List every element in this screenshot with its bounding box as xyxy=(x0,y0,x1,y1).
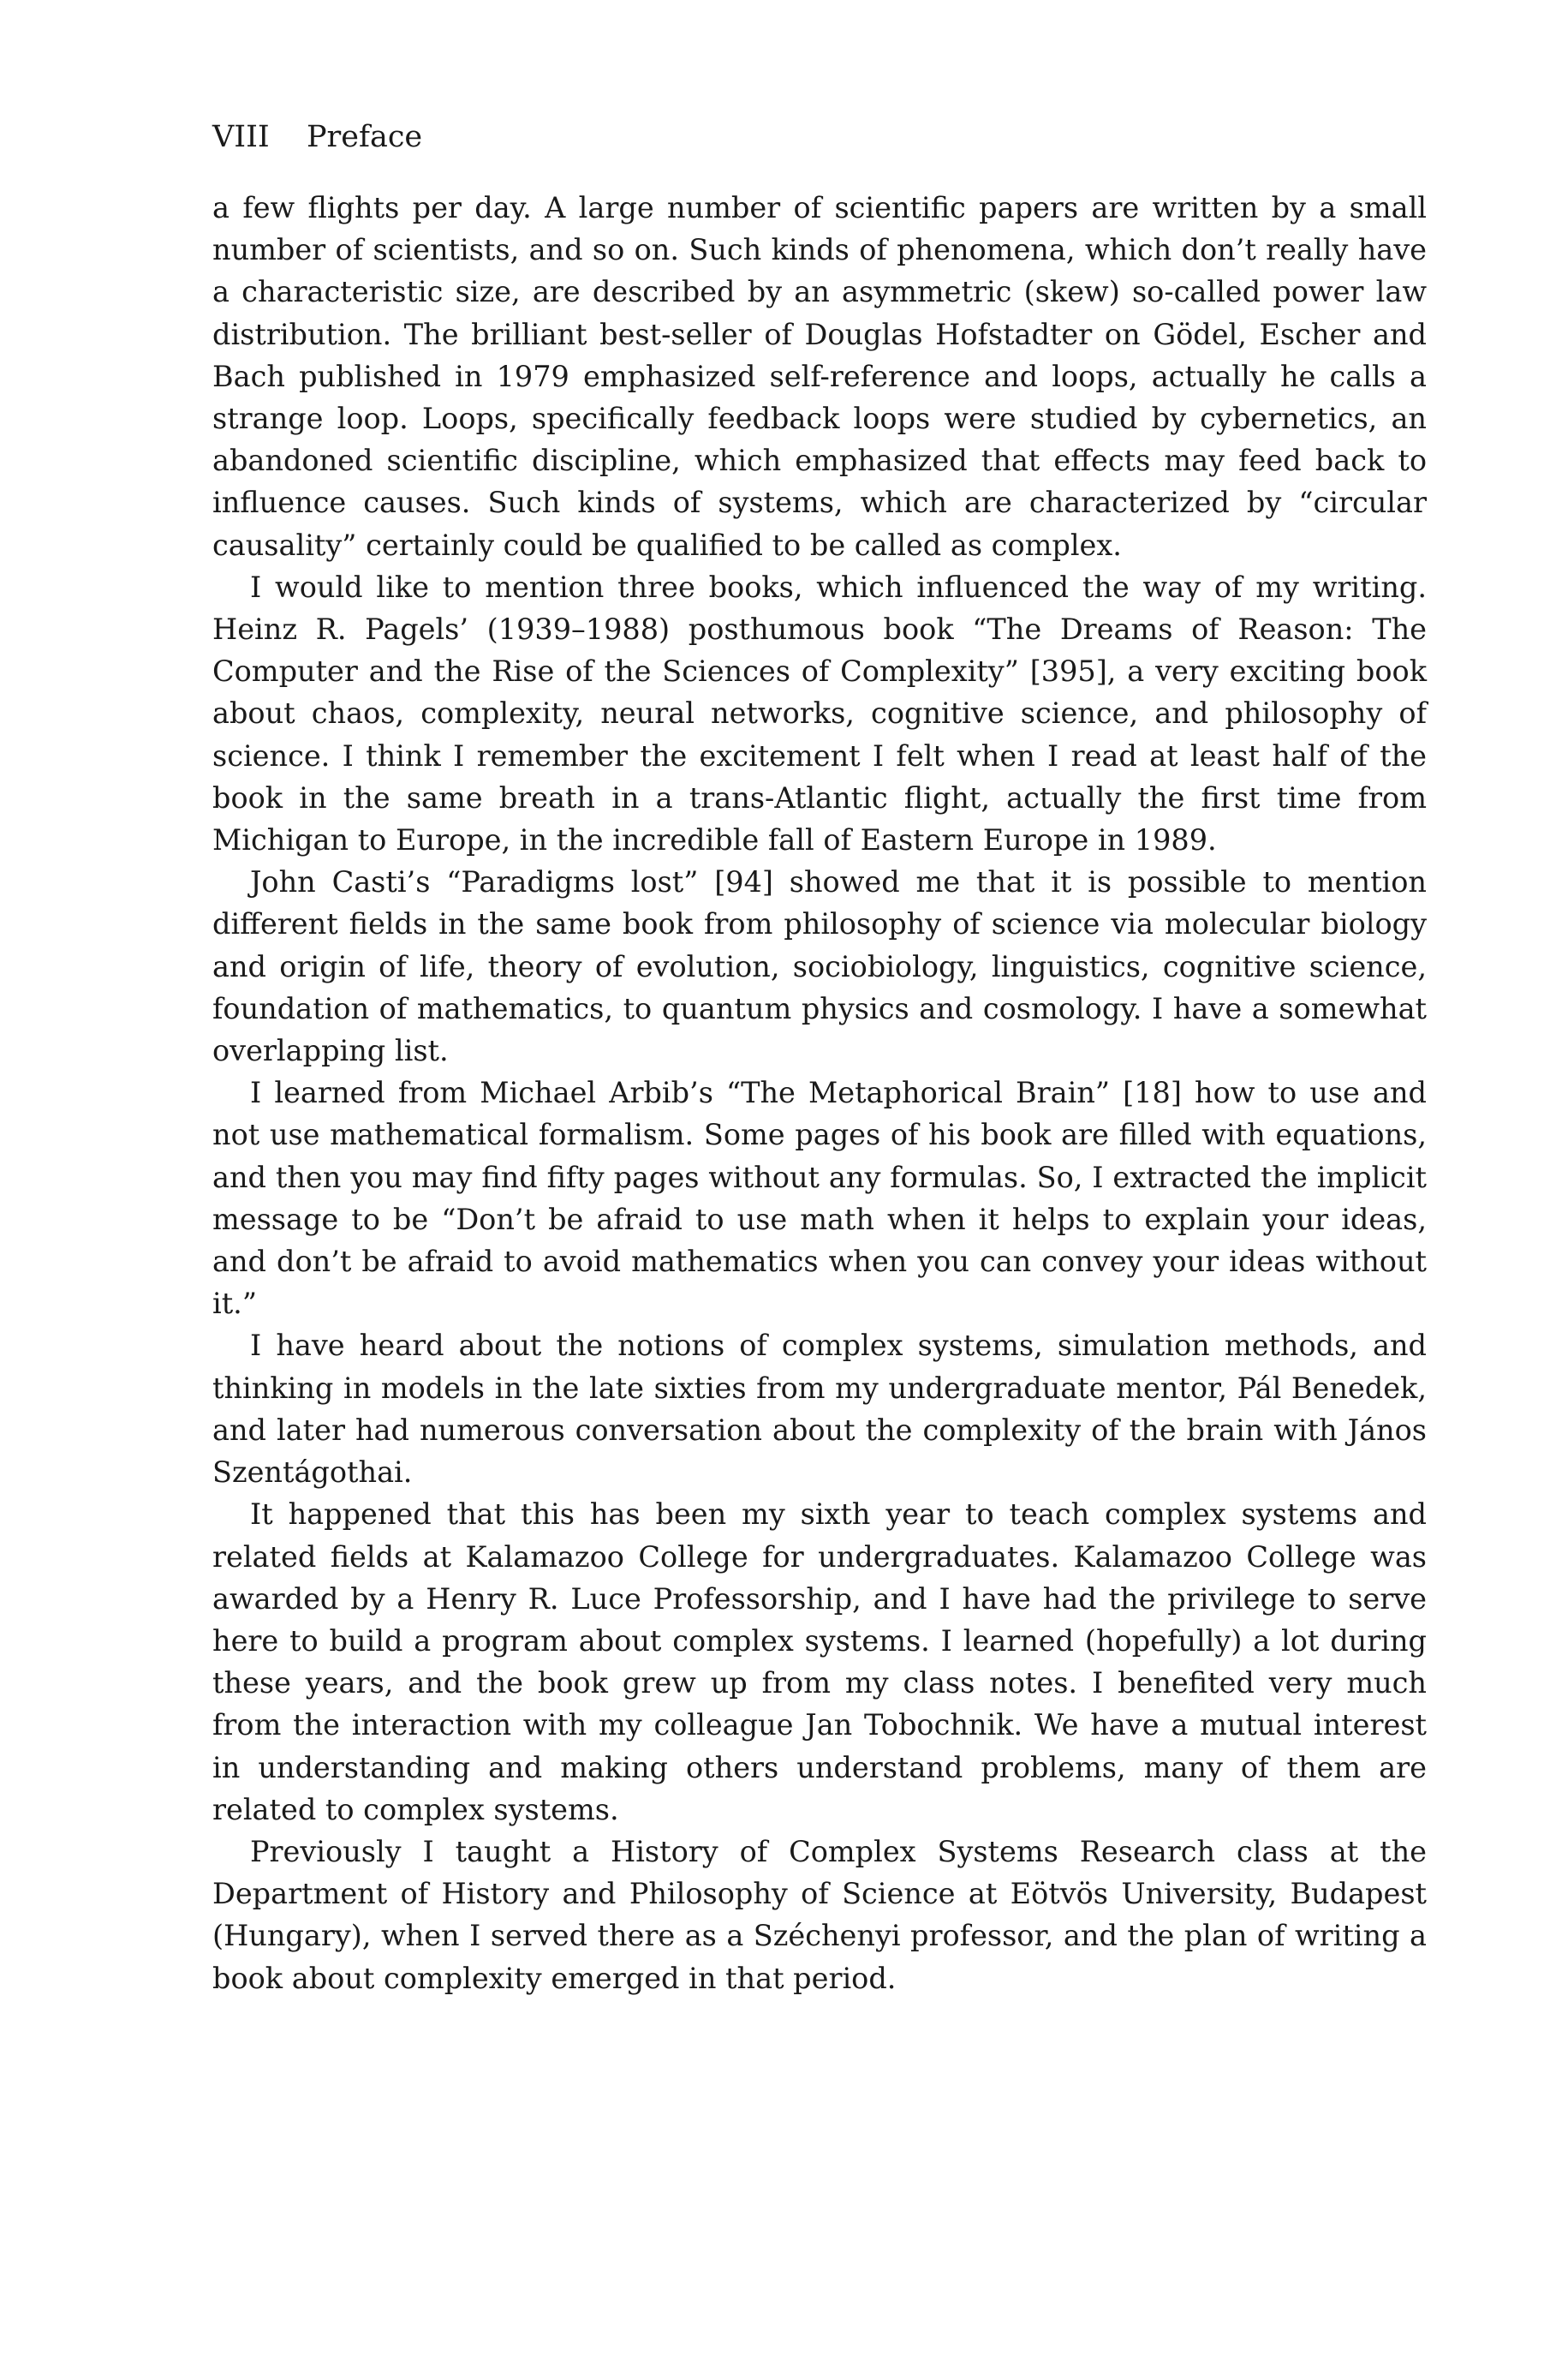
paragraph-budapest: Previously I taught a History of Complex Systems Research class at the Department of History and Philosophy of Science at Eötvös University, Budapest (Hungary), when I served there as a Széchenyi professor, and the plan of writing a book about complexity emerged in that period. xyxy=(212,1834,1427,1995)
paragraph-three-books: I would like to mention three books, which influenced the way of my writing. Heinz R. Pagels’ (1939–1988) posthumous book “The Dreams of Reason: The Computer and the Rise of the Sciences of Complexity” [395], a very exciting book about chaos, complexity, neural networks, cognitive science, and philosophy of science. I think I remember the excitement I felt when I read at least half of the book in the same breath in a trans-Atlantic flight, actually the first time from Michigan to Europe, in the incredible fall of Eastern Europe in 1989. xyxy=(212,570,1427,857)
paragraph-kalamazoo: It happened that this has been my sixth year to teach complex systems and related fields at Kalamazoo College for undergraduates. Kalamazoo College was awarded by a Henry R. Luce Professorship, and I have had the privilege to serve here to build a program about complex systems. I learned (hopefully) a lot during these years, and the book grew up from my class notes. I benefited very much from the interaction with my colleague Jan Tobochnik. We have a mutual interest in understanding and making others understand problems, many of them are related to complex systems. xyxy=(212,1497,1427,1826)
paragraph-arbib: I learned from Michael Arbib’s “The Metaphorical Brain” [18] how to use and not use mathematical formalism. Some pages of his book are filled with equations, and then you may find fifty pages without any formulas. So, I extracted the implicit message to be “Don’t be afraid to use math when it helps to explain your ideas, and don’t be afraid to avoid mathematics when you can convey your ideas without it.” xyxy=(212,1076,1427,1321)
paragraph-mentors: I have heard about the notions of complex systems, simulation methods, and thinking in models in the late sixties from my undergraduate mentor, Pál Benedek, and later had numerous conversation about the complexity of the brain with János Szentágothai. xyxy=(212,1329,1427,1490)
running-head xyxy=(212,117,422,158)
book-page xyxy=(212,0,1427,2378)
body-text xyxy=(212,187,1427,1999)
page-number: VIII xyxy=(212,120,270,154)
paragraph-continued: a few flights per day. A large number of scientific papers are written by a small number of scientists, and so on. Such kinds of phenomena, which don’t really have a characteristic size, are described by an asymmetric (skew) so-called power law distribution. The brilliant best-seller of Douglas Hofstadter on Gödel, Escher and Bach published in 1979 emphasized self-reference and loops, actually he calls a strange loop. Loops, specifically feedback loops were studied by cybernetics, an abandoned scientific discipline, which emphasized that effects may feed back to influence causes. Such kinds of systems, which are characterized by “circular causality” certainly could be qualified to be called as complex. xyxy=(212,191,1427,562)
section-title: Preface xyxy=(307,120,423,154)
paragraph-casti: John Casti’s “Paradigms lost” [94] showed me that it is possible to mention different fields in the same book from philosophy of science via molecular biology and origin of life, theory of evolution, sociobiology, linguistics, cognitive science, foundation of mathematics, to quantum physics and cosmology. I have a somewhat overlapping list. xyxy=(212,865,1427,1068)
